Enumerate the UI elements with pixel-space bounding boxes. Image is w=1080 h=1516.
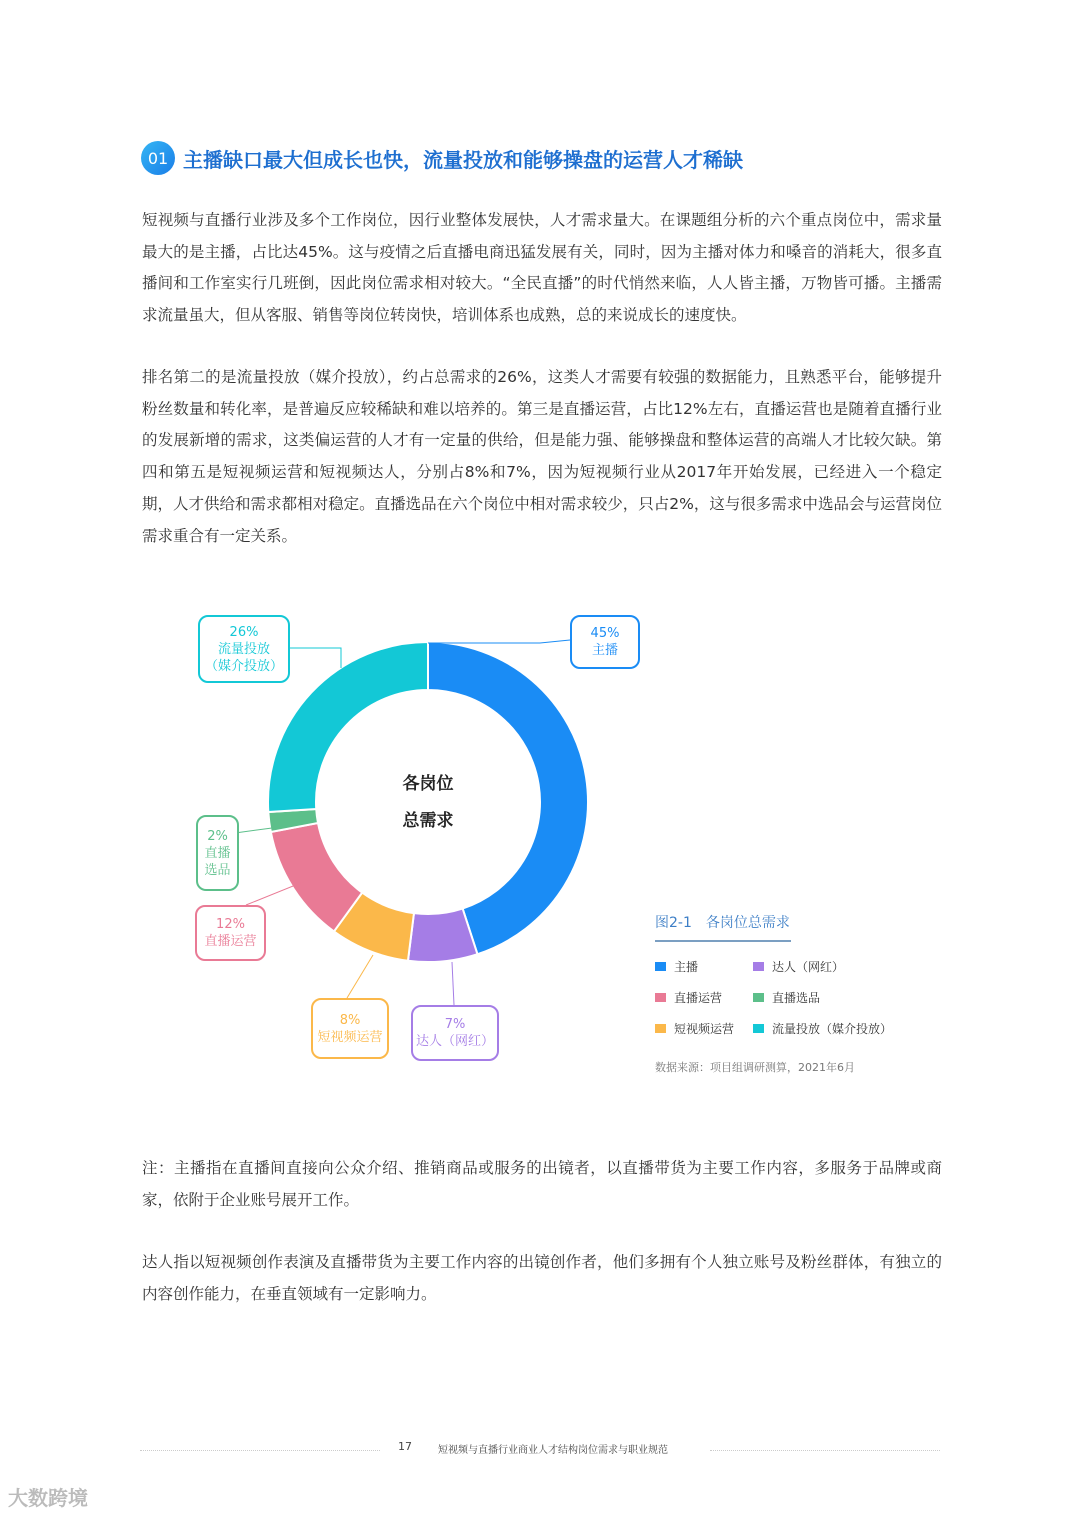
legend-swatch xyxy=(655,962,666,971)
watermark-logo: 大数跨境 xyxy=(8,1486,88,1510)
callout-label-5 xyxy=(198,615,290,683)
legend-label: 短视频运营 xyxy=(674,1022,735,1036)
callout-value: 26% xyxy=(229,624,259,640)
legend-swatch xyxy=(655,1024,666,1033)
section-number-badge: 01 xyxy=(141,141,175,175)
legend-label: 流量投放（媒介投放） xyxy=(772,1022,893,1036)
callout-value: 7% xyxy=(444,1017,466,1032)
callout-category: 选品 xyxy=(204,862,231,878)
legend-label: 主播 xyxy=(674,960,699,974)
note-2: 达人指以短视频创作表演及直播带货为主要工作内容的出镜创作者，他们多拥有个人独立账号及粉丝群体，有独立的内容创作能力，在垂直领域有一定影响力。 xyxy=(142,1253,942,1303)
callout-value: 2% xyxy=(207,828,228,844)
legend-item xyxy=(655,958,753,975)
callout-label-0 xyxy=(570,615,640,669)
leader-line-1 xyxy=(452,962,454,1005)
callout-value: 45% xyxy=(590,626,620,641)
callout-category: 直播运营 xyxy=(204,934,257,949)
callout-category: 主播 xyxy=(591,643,618,658)
chart-legend xyxy=(655,912,903,1075)
note-1: 注：主播指在直播间直接向公众介绍、推销商品或服务的出镜者，以直播带货为主要工作内容，多服务于品牌或商家，依附于企业账号展开工作。 xyxy=(142,1159,942,1209)
legend-label: 达人（网红） xyxy=(772,960,845,974)
callout-value: 8% xyxy=(339,1012,361,1028)
legend-swatch xyxy=(753,962,764,971)
legend-swatch xyxy=(753,1024,764,1033)
legend-item xyxy=(753,989,903,1006)
legend-label: 直播运营 xyxy=(674,991,723,1005)
leader-line-4 xyxy=(235,828,272,833)
callout-category: 直播 xyxy=(204,845,231,861)
chart-title: 图2-1 各岗位总需求 xyxy=(655,912,791,942)
paragraph-2: 排名第二的是流量投放（媒介投放），约占总需求的26%，这类人才需要有较强的数据能力，且熟悉平台，能够提升粉丝数量和转化率，是普遍反应较稀缺和难以培养的。第三是直播运营，占比12%左右，直播运营也是随着直播行业的发展新增的需求，这类偏运营的人才有一定量的供给，但是能力强、能够操盘和整体运营的高端人才比较欠缺。第四和第五是短视频运营和短视频达人，分别占8%和7%，因为短视频行业从2017年开始发展，已经进入一个稳定期，人才供给和需求都相对稳定。直播选品在六个岗位中相对需求较少，只占2%，这与很多需求中选品会与运营岗位需求重合有一定关系。 xyxy=(142,368,942,545)
callout-label-3 xyxy=(195,905,266,961)
data-source: 数据来源：项目组调研测算，2021年6月 xyxy=(655,1061,855,1074)
page-footer xyxy=(140,1438,940,1458)
legend-label: 直播选品 xyxy=(772,991,821,1005)
legend-swatch xyxy=(753,993,764,1002)
legend-item xyxy=(753,958,903,975)
callout-label-4 xyxy=(196,815,239,891)
leader-line-0 xyxy=(428,640,570,643)
leader-line-2 xyxy=(347,955,373,998)
legend-item xyxy=(753,1020,903,1037)
callout-category: 达人（网红） xyxy=(415,1034,494,1049)
page-number: 17 xyxy=(398,1440,412,1453)
center-label-line2: 总需求 xyxy=(402,811,454,831)
callout-category: 流量投放 xyxy=(217,641,270,657)
footer-divider-left xyxy=(140,1450,380,1451)
callout-value: 12% xyxy=(216,917,245,932)
paragraph-1: 短视频与直播行业涉及多个工作岗位，因行业整体发展快，人才需求量大。在课题组分析的六个重点岗位中，需求量最大的是主播，占比达45%。这与疫情之后直播电商迅猛发展有关，同时，因为主播对体力和嗓音的消耗大，很多直播间和工作室实行几班倒，因此岗位需求相对较大。“全民直播”的时代悄然来临，人人皆主播，万物皆可播。主播需求流量虽大，但从客服、销售等岗位转岗快，培训体系也成熟，总的来说成长的速度快。 xyxy=(142,211,942,325)
callout-label-1 xyxy=(411,1005,499,1061)
footer-divider-right xyxy=(710,1450,940,1451)
leader-line-5 xyxy=(286,648,341,668)
legend-item xyxy=(655,1020,753,1037)
donut-center-label xyxy=(378,766,478,840)
callout-category: （媒介投放） xyxy=(204,658,283,674)
center-label-line1: 各岗位 xyxy=(402,774,454,794)
section-title: 主播缺口最大但成长也快，流量投放和能够操盘的运营人才稀缺 xyxy=(183,147,743,172)
footer-title: 短视频与直播行业商业人才结构岗位需求与职业规范 xyxy=(438,1445,668,1456)
legend-swatch xyxy=(655,993,666,1002)
callout-category: 短视频运营 xyxy=(317,1029,383,1045)
callout-label-2 xyxy=(311,998,389,1059)
legend-item xyxy=(655,989,753,1006)
